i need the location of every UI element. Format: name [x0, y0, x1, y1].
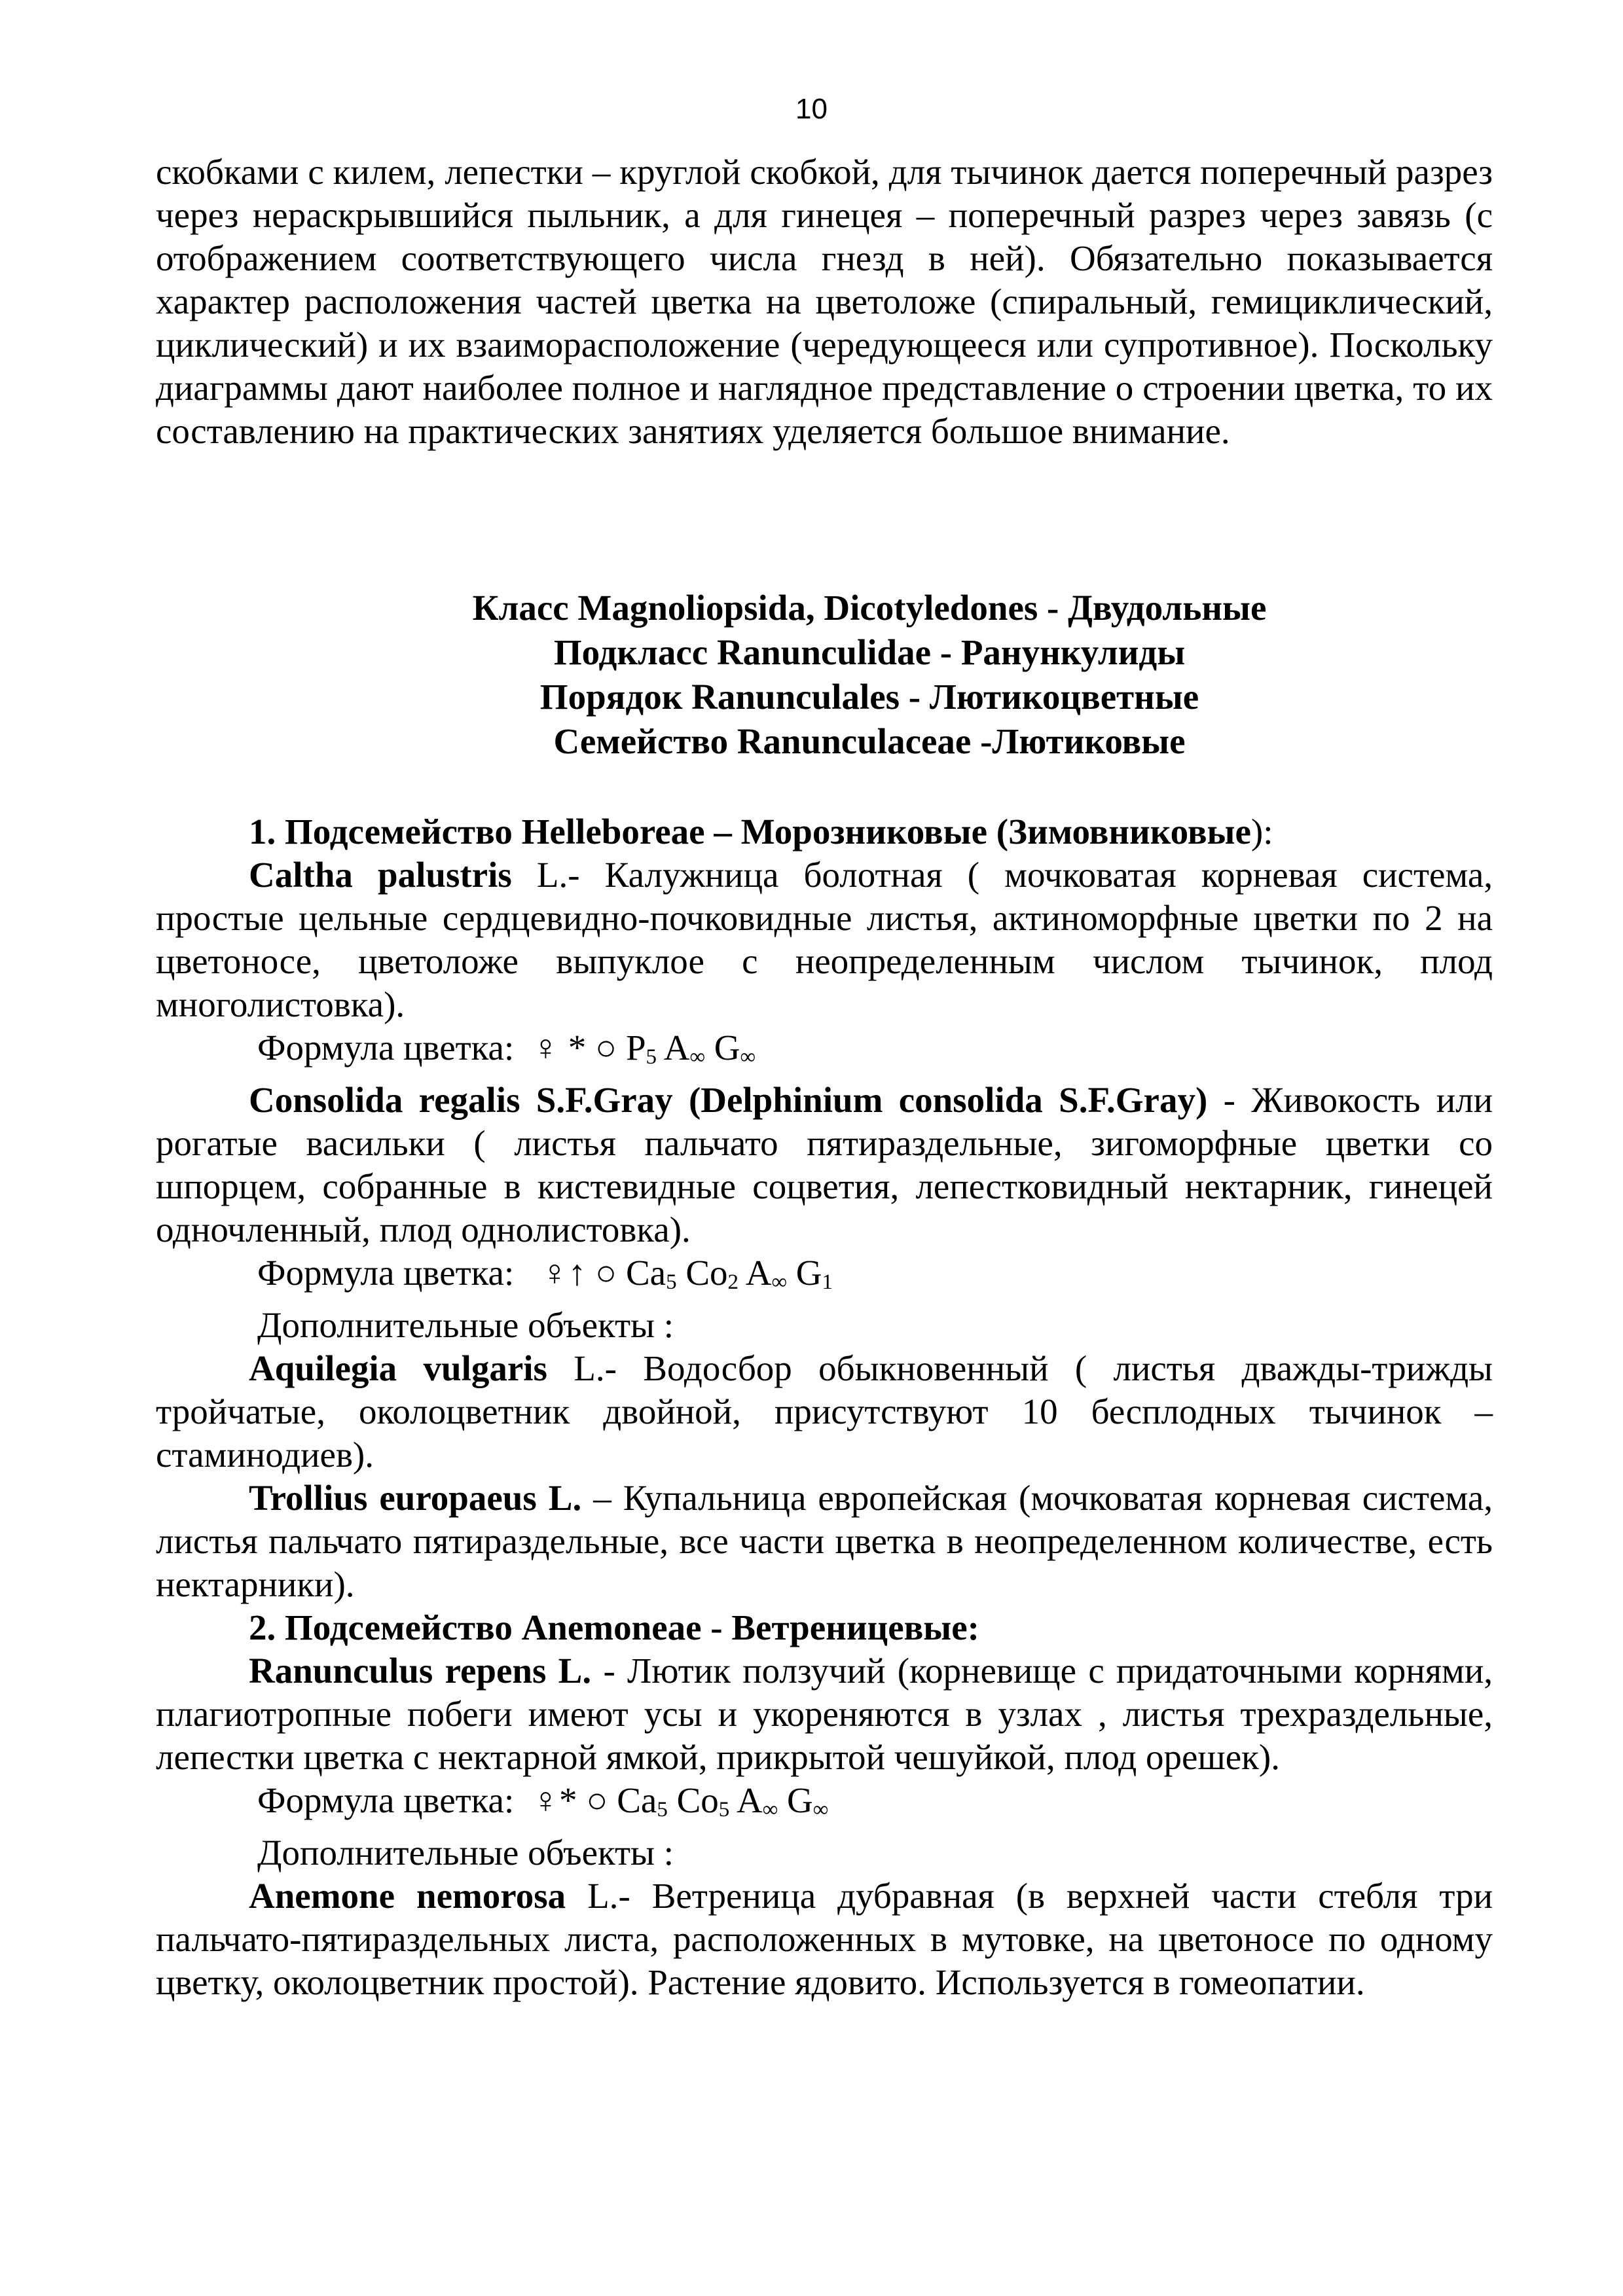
- formula-1: [156, 1026, 1493, 1079]
- formula-2-a: A: [739, 1253, 772, 1293]
- formula-3-ca-sub: 5: [657, 1798, 668, 1821]
- intro-paragraph: скобками с килем, лепестки – круглой скобкой, для тычинок дается поперечный разрез через нераскрывшийся пыльник, а для гинецея – поперечный разрез через завязь (с отображением соответствующего числа гнезд в ней). Обязательно показывается характер расположения частей цветка на цветоложе (спиральный, гемициклический, циклический) и их взаиморасположение (чередующееся или супротивное). Поскольку диаграммы дают наиболее полное и наглядное представление о строении цветка, то их составлению на практических занятиях уделяется большое внимание.: [156, 152, 1493, 451]
- anemone-entry: [156, 1874, 1493, 2004]
- formula-1-p-sub: 5: [646, 1045, 657, 1069]
- ranunculus-entry: [156, 1649, 1493, 1779]
- page-number: 10: [795, 93, 828, 125]
- trollius-latin: Trollius europaeus L.: [249, 1478, 582, 1518]
- aquilegia-entry: [156, 1347, 1493, 1477]
- anemone-latin: Anemone nemorosa: [249, 1876, 566, 1916]
- ranunculus-text: - Лютик ползучий (корневище с придаточными корнями, плагиотропные побеги имеют усы и укореняются в узлах , листья трехраздельные, лепестки цветка с нектарной ямкой, прикрытой чешуйкой, плод орешек).: [156, 1651, 1493, 1777]
- aquilegia-latin: Aquilegia vulgaris: [249, 1348, 547, 1388]
- formula-3: [156, 1779, 1493, 1831]
- trollius-entry: [156, 1477, 1493, 1606]
- subfamily-1-title: 1. Подсемейство Helleboreae – Морозниковые (Зимовниковые: [249, 812, 1251, 852]
- formula-3-a-sub: ∞: [762, 1798, 778, 1821]
- aquilegia-text: - Водосбор обыкновенный ( листья дважды-трижды тройчатые, околоцветник двойной, присутствуют 10 бесплодных тычинок – стаминодиев).: [156, 1348, 1493, 1475]
- caltha-entry: [156, 853, 1493, 1026]
- subfamily-1-tail: ):: [1250, 812, 1273, 852]
- formula-3-co-sub: 5: [718, 1798, 730, 1821]
- formula-1-g-sub: ∞: [740, 1045, 756, 1069]
- taxonomy-headings: [156, 586, 1583, 764]
- additional-objects-1: Дополнительные объекты :: [257, 1305, 674, 1345]
- formula-3-g: G: [778, 1780, 813, 1820]
- formula-2-ca-sub: 5: [666, 1270, 677, 1294]
- heading-family: Семейство Ranunculaceae -Лютиковые: [553, 721, 1186, 761]
- formula-2-g-sub: 1: [822, 1270, 833, 1294]
- formula-3-label: Формула цветка:: [257, 1780, 515, 1820]
- formula-2-g: G: [786, 1253, 822, 1293]
- formula-1-a: A: [657, 1028, 690, 1067]
- anemone-author: L.: [587, 1876, 619, 1916]
- consolida-latin: Consolida regalis S.F.Gray (Delphinium consolida S.F.Gray): [249, 1080, 1208, 1120]
- formula-2: [156, 1251, 1493, 1304]
- formula-1-symbols: ♀ * ○ P: [532, 1028, 646, 1067]
- caltha-text: - Калужница болотная ( мочковатая корневая система, простые цельные сердцевидно-почковидные листья, актиноморфные цветки по 2 на цветоносе, цветоложе выпуклое с неопределенным числом тычинок, плод многолистовка).: [156, 855, 1493, 1024]
- formula-2-a-sub: ∞: [771, 1270, 787, 1294]
- subfamily-2-title: 2. Подсемейство Anemoneae - Ветреницевые:: [249, 1607, 979, 1647]
- consolida-entry: [156, 1079, 1493, 1251]
- trollius-text: – Купальница европейская (мочковатая корневая система, листья пальчато пятираздельные, все части цветка в неопределенном количестве, есть нектарники).: [156, 1478, 1493, 1604]
- formula-3-symbols: ♀* ○ Ca: [532, 1780, 657, 1820]
- subfamily-1-heading: [156, 810, 1493, 853]
- heading-class: Класс Magnoliopsida, Dicotyledones - Двудольные: [472, 588, 1267, 628]
- formula-1-a-sub: ∞: [689, 1045, 706, 1069]
- formula-1-label: Формула цветка:: [257, 1028, 515, 1067]
- species-section: [156, 810, 1493, 2004]
- additional-objects-2: Дополнительные объекты :: [257, 1833, 674, 1873]
- caltha-author: L.: [536, 855, 568, 895]
- caltha-latin: Caltha palustris: [249, 855, 512, 895]
- intro-section: [156, 151, 1493, 453]
- formula-3-co: Co: [667, 1780, 719, 1820]
- consolida-text: - Живокость или рогатые васильки ( листья пальчато пятираздельные, зигоморфные цветки со шпорцем, собранные в кистевидные соцветия, лепестковидный нектарник, гинецей одночленный, плод однолистовка).: [156, 1080, 1493, 1249]
- heading-subclass: Подкласс Ranunculidae - Ранункулиды: [553, 632, 1186, 672]
- anemone-text: - Ветреница дубравная (в верхней части стебля три пальчато-пятираздельных листа, расположенных в мутовке, на цветоносе по одному цветку, околоцветник простой). Растение ядовито. Используется в гомеопатии.: [156, 1876, 1493, 2002]
- formula-3-g-sub: ∞: [812, 1798, 829, 1821]
- formula-3-a: A: [729, 1780, 763, 1820]
- formula-2-co-sub: 2: [727, 1270, 739, 1294]
- formula-2-symbols: ♀↑ ○ Ca: [541, 1253, 666, 1293]
- formula-2-co: Co: [676, 1253, 728, 1293]
- subfamily-2-heading: [156, 1606, 1493, 1649]
- aquilegia-author: L.: [574, 1348, 605, 1388]
- ranunculus-latin: Ranunculus repens L.: [249, 1651, 592, 1691]
- formula-2-label: Формула цветка:: [257, 1253, 515, 1293]
- heading-order: Порядок Ranunculales - Лютикоцветные: [539, 677, 1199, 717]
- formula-1-g: G: [705, 1028, 740, 1067]
